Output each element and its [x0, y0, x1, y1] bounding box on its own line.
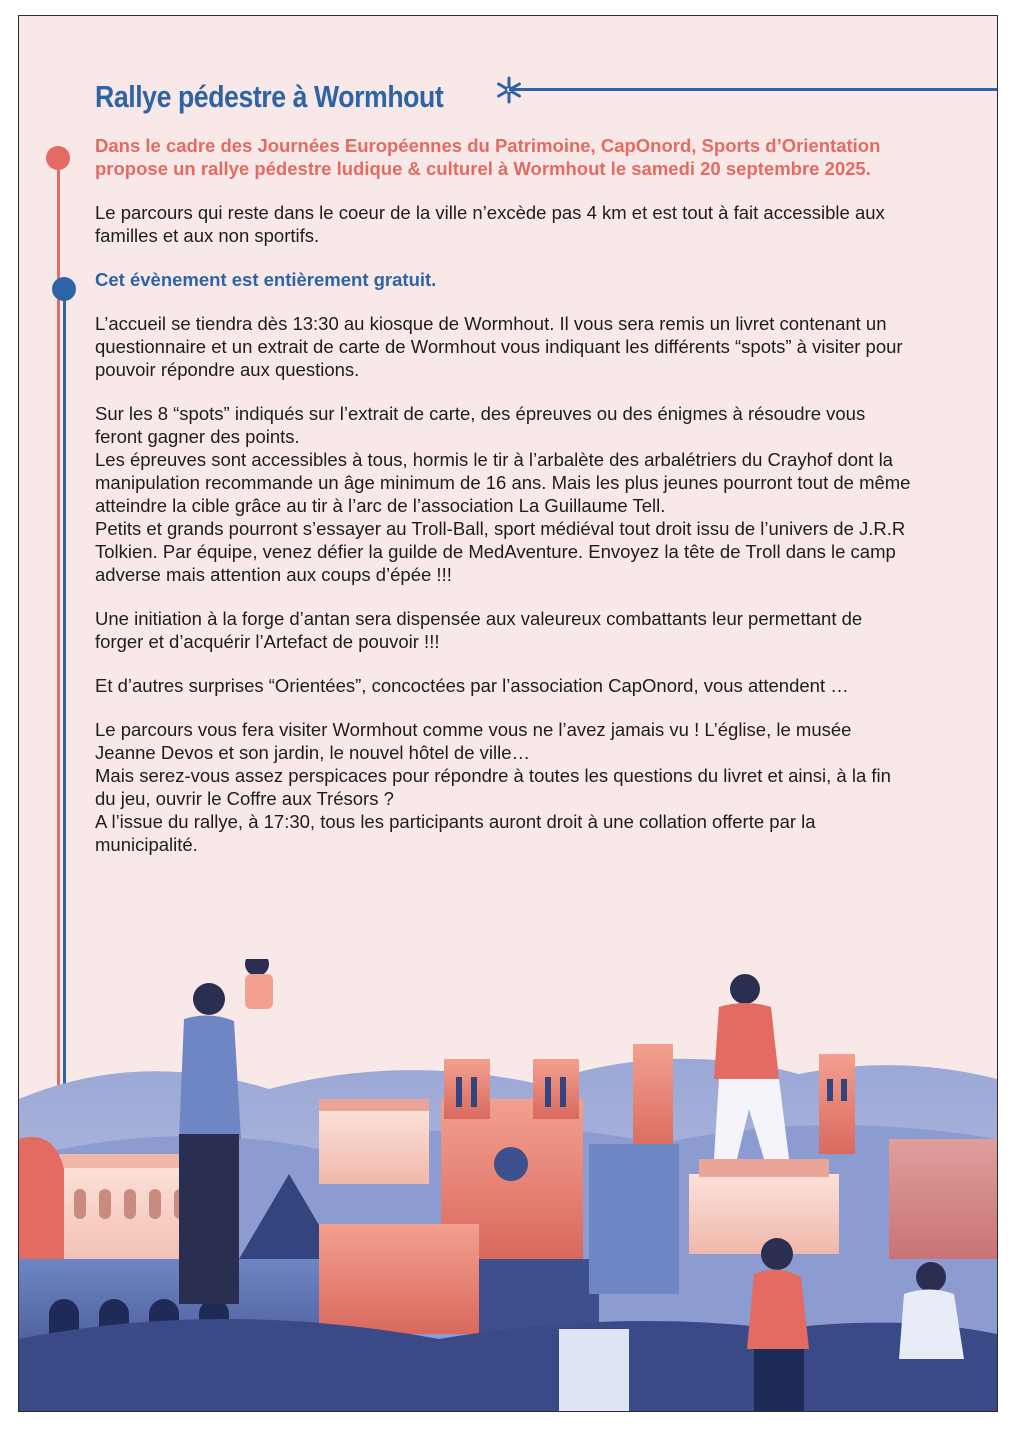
paragraph-trollball: Petits et grands pourront s’essayer au Troll-Ball, sport médiéval tout droit issu de l’univers de J.R.R Tolkien. Par équipe, venez défier la guilde de MedAventure. Envoyez la tête de Troll dans le camp adverse mais attention aux coups d’épée !!! [95, 518, 906, 585]
paragraph-spots: Sur les 8 “spots” indiqués sur l’extrait de carte, des épreuves ou des énigmes à résoudre vous feront gagner des points. [95, 403, 866, 447]
paragraph-snack: A l’issue du rallye, à 17:30, tous les participants auront droit à une collation offerte par la municipalité. [95, 811, 816, 855]
paragraph-treasure: Mais serez-vous assez perspicaces pour répondre à toutes les questions du livret et ainsi, à la fin du jeu, ouvrir le Coffre aux Trésors ? [95, 765, 891, 809]
city-illustration [19, 959, 997, 1411]
body-text [95, 134, 915, 856]
flyer-page [18, 15, 998, 1412]
timeline-red-dot [46, 146, 70, 170]
paragraph-visit: Le parcours vous fera visiter Wormhout comme vous ne l’avez jamais vu ! L’église, le musée Jeanne Devos et son jardin, le nouvel hôtel de ville… [95, 719, 852, 763]
paragraph-route: Le parcours qui reste dans le coeur de la ville n’excède pas 4 km et est tout à fait accessible aux familles et aux non sportifs. [95, 202, 885, 246]
paragraph-crossbow: Les épreuves sont accessibles à tous, hormis le tir à l’arbalète des arbalétriers du Crayhof dont la manipulation recommande un âge minimum de 16 ans. Mais les plus jeunes pourront tout de même atteindre la cible grâce au tir à l’arc de l’association La Guillaume Tell. [95, 449, 911, 516]
timeline-blue-dot [52, 277, 76, 301]
paragraph-surprises: Et d’autres surprises “Orientées”, concoctées par l’association CapOnord, vous attendent … [95, 675, 849, 696]
free-event-notice: Cet évènement est entièrement gratuit. [95, 269, 437, 290]
paragraph-forge: Une initiation à la forge d’antan sera dispensée aux valeureux combattants leur permettant de forger et d’acquérir l’Artefact de pouvoir !!! [95, 608, 863, 652]
intro-paragraph: Dans le cadre des Journées Européennes du Patrimoine, CapOnord, Sports d’Orientation propose un rallye pédestre ludique & culturel à Wormhout le samedi 20 septembre 2025. [95, 135, 881, 179]
page-title: Rallye pédestre à Wormhout [95, 79, 444, 114]
paragraph-welcome: L’accueil se tiendra dès 13:30 au kiosque de Wormhout. Il vous sera remis un livret contenant un questionnaire et un extrait de carte de Wormhout vous indiquant les différents “spots” à visiter pour pouvoir répondre aux questions. [95, 313, 903, 380]
title-rule [509, 88, 997, 91]
